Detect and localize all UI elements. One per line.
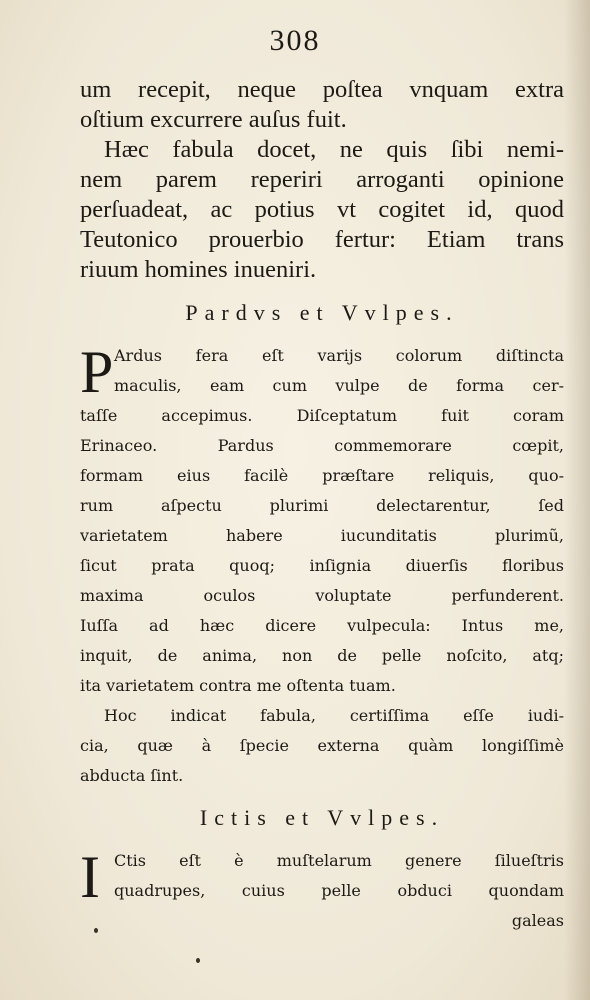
text-line: Hoc indicat fabula, certiſſima eſſe iudi- (104, 706, 564, 725)
text-line: oſtium excurrere auſus fuit. (80, 106, 347, 133)
text-line: perſuadeat, ac potius vt cogitet id, quod (80, 196, 564, 223)
catchword: galeas (511, 911, 564, 930)
text-line: formam eius facilè præſtare reliquis, quo- (80, 466, 564, 485)
text-line: Iuſſa ad hæc dicere vulpecula: Intus me, (80, 616, 564, 635)
fable-heading-ictis: Ictis et Vvlpes. (199, 805, 445, 830)
text-line: varietatem habere iucunditatis plurimũ, (80, 526, 564, 545)
text-line: ſicut prata quoq; inſignia diuerſis floribus (80, 556, 564, 575)
text-block-previous-fable (80, 75, 564, 285)
text-line: abducta ſint. (80, 766, 184, 785)
text-line: maxima oculos voluptate perfunderent. (80, 586, 564, 605)
fable-text-ictis (80, 846, 564, 936)
text-line: Ardus fera eſt varijs colorum diſtincta (114, 346, 564, 365)
ink-speck (196, 958, 200, 963)
page-number: 308 (269, 24, 321, 57)
text-line: quadrupes, cuius pelle obduci quondam (114, 881, 564, 900)
fable-heading-pardus: Pardvs et Vvlpes. (185, 300, 459, 325)
text-line: taſſe accepimus. Diſceptatum fuit coram (80, 406, 564, 425)
drop-cap: I (80, 844, 100, 910)
drop-cap: P (80, 339, 114, 405)
text-line: Hæc fabula docet, ne quis ſibi nemi- (104, 136, 564, 163)
gutter-shadow (564, 0, 590, 1000)
text-line: Erinaceo. Pardus commemorare cœpit, (80, 436, 564, 455)
text-line: maculis, eam cum vulpe de forma cer- (114, 376, 564, 395)
text-line: inquit, de anima, non de pelle noſcito, atq; (80, 646, 564, 665)
text-line: rum aſpectu plurimi delectarentur, ſed (80, 496, 564, 515)
text-line: ita varietatem contra me oſtenta tuam. (80, 676, 396, 695)
text-line: nem parem reperiri arroganti opinione (80, 166, 564, 193)
text-line: riuum homines inueniri. (80, 256, 317, 283)
ink-speck (94, 928, 98, 933)
text-line: Ctis eſt è muſtelarum genere ſilueſtris (114, 851, 564, 870)
text-line: um recepit, neque poſtea vnquam extra (80, 76, 564, 103)
text-line: Teutonico prouerbio fertur: Etiam trans (80, 226, 564, 253)
fable-text-pardus (80, 341, 564, 791)
text-line: cia, quæ à ſpecie externa quàm longiſſimè (80, 736, 564, 755)
